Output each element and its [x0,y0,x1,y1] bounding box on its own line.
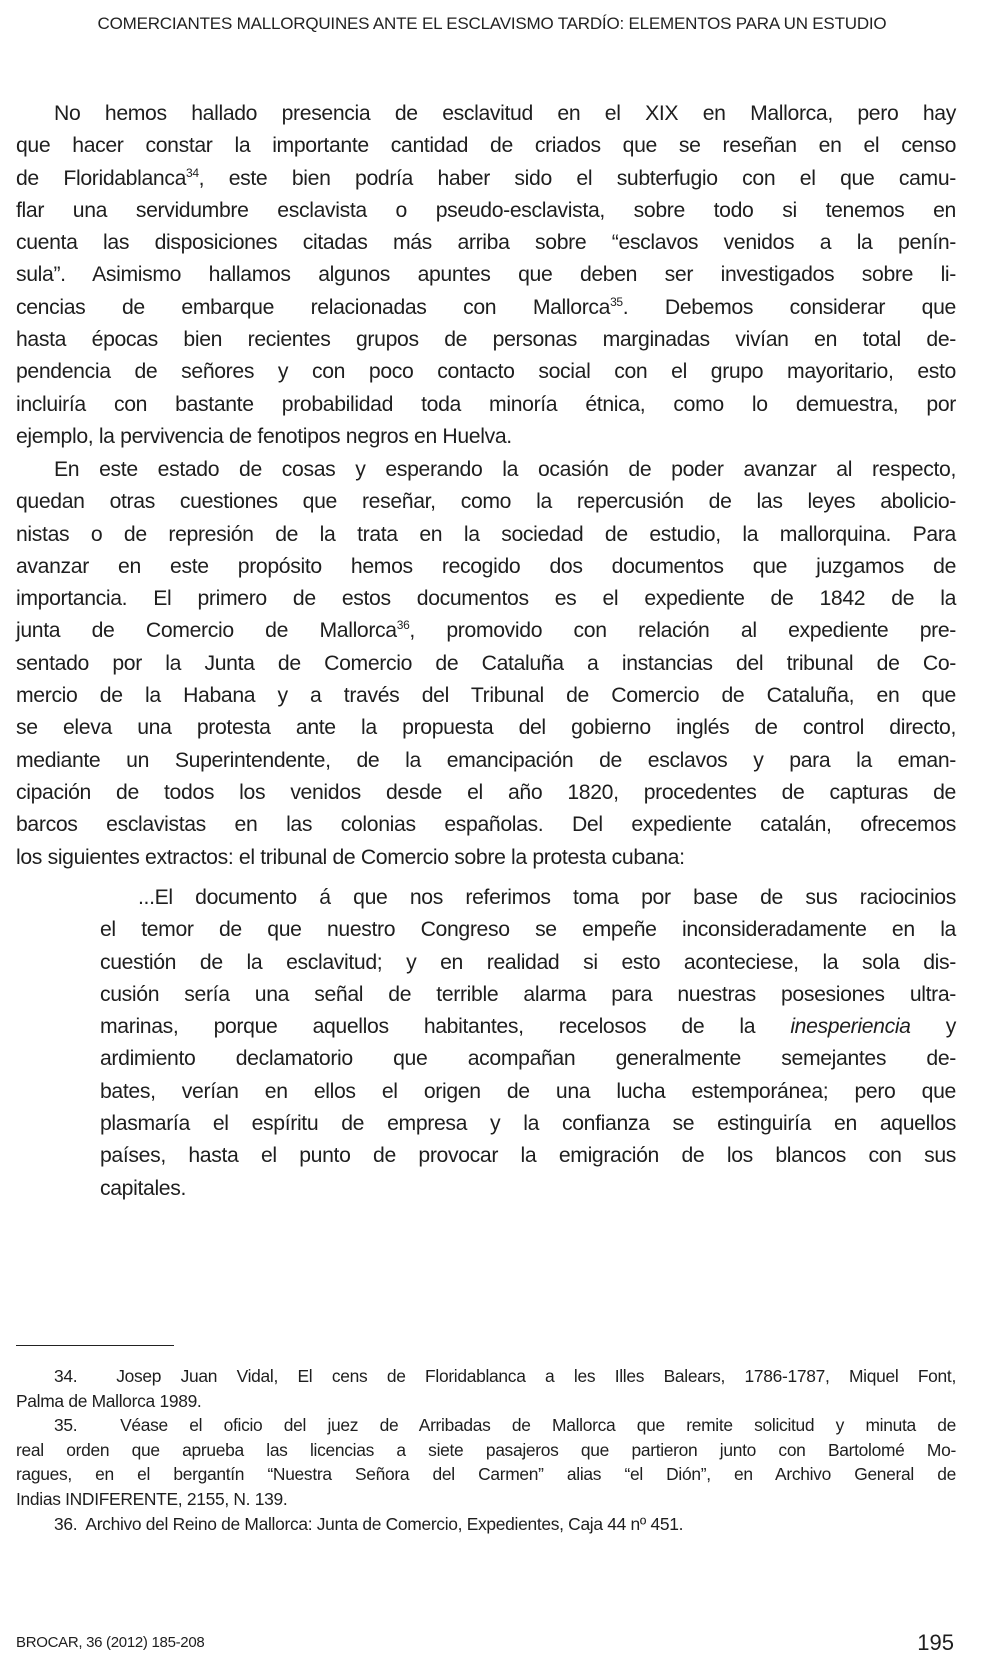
journal-citation: BROCAR, 36 (2012) 185-208 [16,1634,205,1651]
text-line: mediante un Superintendente, de la emancipación de esclavos y para la eman- [16,748,956,772]
page-number: 195 [917,1630,954,1655]
footnote-line: Indias INDIFERENTE, 2155, N. 139. [16,1488,288,1509]
quote-line: ...El documento á que nos referimos toma por base de sus raciocinios [138,886,956,909]
footnotes [16,1364,956,1536]
text-line: nistas o de represión de la trata en la sociedad de estudio, la mallorquina. Para [16,522,956,546]
quote-line: marinas, porque aquellos habitantes, recelosos de la inesperiencia y [100,1015,956,1039]
quote-line: capitales. [100,1176,187,1200]
text-line: No hemos hallado presencia de esclavitud en el XIX en Mallorca, pero hay [54,102,956,125]
text-line: de Floridablanca$^{34}$, este bien podría haber sido el subterfugio con el que camu- [16,165,956,190]
quote-line: el temor de que nuestro Congreso se empeñe inconsideradamente en la [100,918,956,942]
italic-term: inesperiencia [790,1015,911,1039]
text-line: junta de Comercio de Mallorca$^{36}$, promovido con relación al expediente pre- [16,618,957,643]
footnote-line: real orden que aprueba las licencias a siete pasajeros que partieron junto con Bartolomé Mo- [16,1439,956,1460]
quote-line: ardimiento declamatorio que acompañan generalmente semejantes de- [100,1047,956,1071]
text-line: importancia. El primero de estos documentos es el expediente de 1842 de la [16,587,956,611]
text-line: pendencia de señores y con poco contacto social con el grupo mayoritario, esto [16,360,956,384]
text-line: quedan otras cuestiones que reseñar, como la repercusión de las leyes abolicio- [16,490,956,514]
text-line: cipación de todos los venidos desde el año 1820, procedentes de capturas de [16,780,956,804]
footnote-ref-36[interactable]: 36 [396,618,410,633]
text-line: sula”. Asimismo hallamos algunos apuntes que deben ser investigados sobre li- [16,263,956,287]
paragraph-2 [16,454,956,874]
text-line: barcos esclavistas en las colonias españolas. Del expediente catalán, ofrecemos [16,813,956,837]
text-line: hasta épocas bien recientes grupos de personas marginadas vivían en total de- [16,328,956,352]
footnote-ref-34[interactable]: 34 [186,165,199,180]
text-line: cuenta las disposiciones citadas más arriba sobre “esclavos venidos a la penín- [16,231,956,255]
quote-line: plasmaría el espíritu de empresa y la confianza se estinguiría en aquellos [100,1112,956,1136]
quote-line: cusión sería una señal de terrible alarma para nuestras posesiones ultra- [100,982,956,1006]
running-head: COMERCIANTES MALLORQUINES ANTE EL ESCLAVISMO TARDÍO: ELEMENTOS PARA UN ESTUDIO [97,14,887,33]
text-line: incluiría con bastante probabilidad toda minoría étnica, como lo demuestra, por [16,392,956,416]
text-line: sentado por la Junta de Comercio de Cataluña a instancias del tribunal de Co- [16,651,956,675]
block-quote [100,882,956,1205]
footnote-line: Palma de Mallorca 1989. [16,1390,202,1411]
text-line: ejemplo, la pervivencia de fenotipos negros en Huelva. [16,424,512,448]
footnote-36: 36. Archivo del Reino de Mallorca: Junta de Comercio, Expedientes, Caja 44 nº 451. [54,1513,684,1534]
text-line: los siguientes extractos: el tribunal de Comercio sobre la protesta cubana: [16,845,685,869]
footnote-ref-35[interactable]: 35 [610,294,623,309]
footnote-separator [16,1345,174,1346]
text-line: En este estado de cosas y esperando la ocasión de poder avanzar al respecto, [54,458,956,481]
quote-line: cuestión de la esclavitud; y en realidad si esto aconteciese, la sola dis- [100,950,956,974]
text-line: se eleva una protesta ante la propuesta del gobierno inglés de control directo, [16,716,956,740]
text-line: cencias de embarque relacionadas con Mallorca$^{35}$. Debemos considerar que [16,294,956,319]
quote-line: bates, verían en ellos el origen de una lucha estemporánea; pero que [100,1079,956,1103]
text-line: avanzar en este propósito hemos recogido dos documentos que juzgamos de [16,554,956,578]
text-line: mercio de la Habana y a través del Tribunal de Comercio de Cataluña, en que [16,684,956,708]
footnote-34: 34. Josep Juan Vidal, El cens de Floridablanca a les Illes Balears, 1786-1787, Miquel Font, [54,1366,956,1386]
text-line: flar una servidumbre esclavista o pseudo-esclavista, sobre todo si tenemos en [16,198,956,222]
footnote-35: 35. Véase el oficio del juez de Arribadas de Mallorca que remite solicitud y minuta de [54,1415,956,1436]
footnote-line: ragues, en el bergantín “Nuestra Señora del Carmen” alias “el Dión”, en Archivo General de [16,1464,956,1485]
quote-line: países, hasta el punto de provocar la emigración de los blancos con sus [100,1144,956,1168]
paragraph-1 [16,98,956,453]
text-line: que hacer constar la importante cantidad de criados que se reseñan en el censo [16,134,956,158]
